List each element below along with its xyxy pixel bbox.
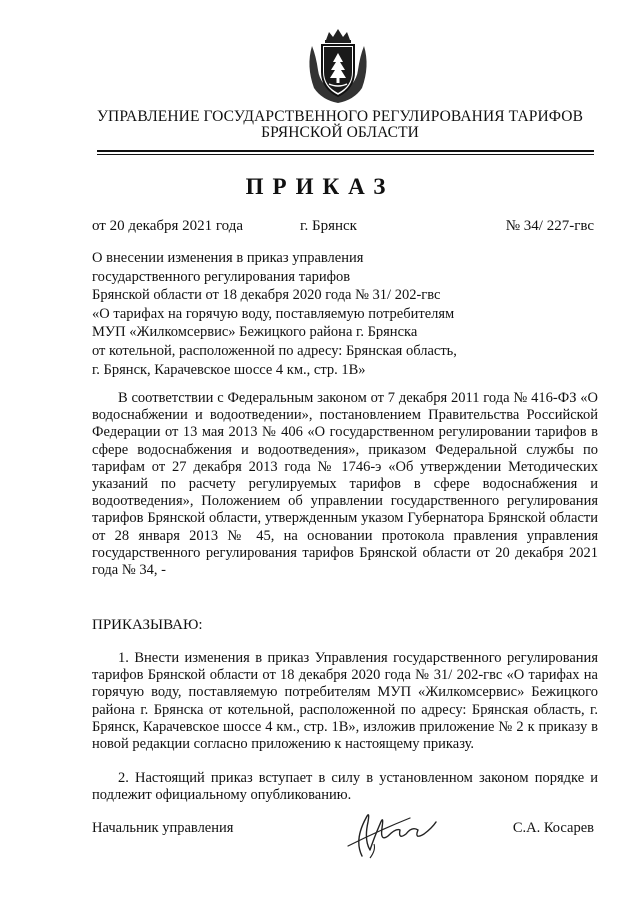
subject-line: государственного регулирования тарифов: [92, 268, 351, 285]
header-divider: [97, 150, 594, 155]
order-directive: ПРИКАЗЫВАЮ:: [92, 617, 203, 633]
subject-line: МУП «Жилкомсервис» Бежицкого района г. Брянска: [92, 324, 418, 341]
signer-title: Начальник управления: [92, 820, 234, 836]
document-number: № 34/ 227-гвс: [505, 218, 594, 234]
subject-line: Брянской области от 18 декабря 2020 года № 31/ 202-гвс: [92, 287, 441, 304]
subject-line: от котельной, расположенной по адресу: Брянская область,: [92, 342, 457, 359]
subject-line: г. Брянск, Карачевское шоссе 4 км., стр. 1В»: [92, 361, 366, 378]
handwritten-signature: [340, 800, 450, 862]
preamble-paragraph: В соответствии с Федеральным законом от 7 декабря 2011 года № 416-ФЗ «О водоснабжении и водоотведении», постановлением Правительства Российской Федерации от 13 мая 2013 № 406 «О государственном регулировании тарифов в сфере водоснабжения и водоотведения», приказом Федеральной службы по тарифам от 27 декабря 2013 года № 1746-э «Об утверждении Методических указаний по расчету регулируемых тарифов в сфере водоснабжения и водоотведения», Положением об управлении государственного регулирования тарифов Брянской области, утвержденным указом Губернатора Брянской области от 28 января 2013 № 45, на основании протокола правления управления государственного регулирования тарифов Брянской области от 20 декабря 2021 года № 34, -: [92, 390, 598, 579]
organization-name-line1: УПРАВЛЕНИЕ ГОСУДАРСТВЕННОГО РЕГУЛИРОВАНИЯ ТАРИФОВ: [96, 108, 584, 125]
document-date: от 20 декабря 2021 года: [92, 218, 244, 234]
document-city: г. Брянск: [300, 218, 357, 234]
organization-name-line2: БРЯНСКОЙ ОБЛАСТИ: [261, 124, 419, 141]
subject-line: «О тарифах на горячую воду, поставляемую потребителям: [92, 305, 455, 322]
order-item-2: 2. Настоящий приказ вступает в силу в установленном законом порядке и подлежит официальному опубликованию.: [92, 770, 598, 804]
document-subject: [92, 249, 457, 379]
subject-line: О внесении изменения в приказ управления: [92, 250, 364, 266]
document-title: ПРИКАЗ: [245, 174, 395, 199]
coat-of-arms-icon: [298, 26, 378, 106]
signer-name: С.А. Косарев: [512, 820, 594, 836]
order-item-1: 1. Внести изменения в приказ Управления государственного регулирования тарифов Брянской области от 18 декабря 2020 года № 31/ 202-гвс «О тарифах на горячую воду, поставляемую потребителям МУП «Жилкомсервис» Бежицкого района г. Брянска от котельной, расположенной по адресу: Брянская область, г. Брянск, Карачевское шоссе 4 км., стр. 1В», изложив приложение № 2 к приказу в новой редакции согласно приложению к настоящему приказу.: [92, 650, 598, 753]
